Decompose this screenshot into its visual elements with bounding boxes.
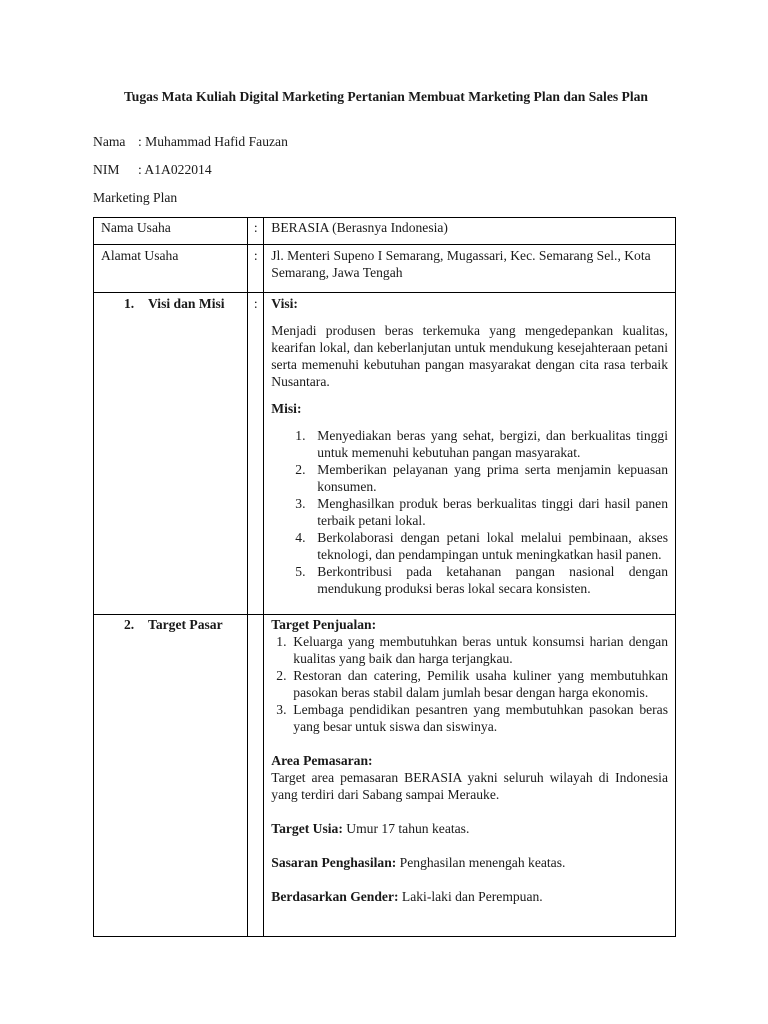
target-pasar-number: 2. <box>124 617 135 632</box>
list-item: 5. Berkontribusi pada ketahanan pangan nasional dengan mendukung produksi beras lokal secara konsisten. <box>295 564 668 596</box>
target-pasar-label-cell <box>94 615 248 937</box>
visi-text: Menjadi produsen beras terkemuka yang mengedepankan kualitas, kearifan lokal, dan keberlanjutan untuk mendukung kesejahteraan petani serta memenuhi kebutuhan pangan masyarakat dengan cita rasa terbaik Nusantara. <box>271 323 668 389</box>
target-usia-value: Umur 17 tahun keatas. <box>342 821 470 836</box>
target-pasar-content-cell <box>264 615 676 937</box>
list-item: 1. Keluarga yang membutuhkan beras untuk konsumsi harian dengan kualitas yang baik dan harga terjangkau. <box>276 634 668 666</box>
nim-value: : A1A022014 <box>138 162 212 177</box>
target-usia-label: Target Usia: <box>271 821 343 836</box>
area-text: Target area pemasaran BERASIA yakni seluruh wilayah di Indonesia yang terdiri dari Sabang sampai Merauke. <box>271 770 668 802</box>
marketing-plan-table <box>93 217 676 937</box>
visi-misi-content-cell <box>264 293 676 615</box>
gender-line <box>271 888 668 905</box>
table-row-nama-usaha <box>94 218 676 245</box>
nama-value: : Muhammad Hafid Fauzan <box>138 134 288 149</box>
list-item: 3. Menghasilkan produk beras berkualitas tinggi dari hasil panen terbaik petani lokal. <box>295 496 668 528</box>
nama-usaha-label-cell <box>94 218 248 245</box>
list-item: 3. Lembaga pendidikan pesantren yang membutuhkan pasokan beras yang besar untuk siswa dan siswinya. <box>276 702 668 734</box>
alamat-usaha-label: Alamat Usaha <box>101 248 179 263</box>
target-usia-line <box>271 820 668 837</box>
penjualan-list <box>271 633 668 735</box>
visi-misi-label-cell <box>94 293 248 615</box>
area-heading: Area Pemasaran: <box>271 753 373 768</box>
table-row-visi-misi <box>94 293 676 615</box>
visi-misi-label: Visi dan Misi <box>148 296 225 311</box>
section-label: Marketing Plan <box>93 190 178 205</box>
table-row-alamat-usaha <box>94 245 676 293</box>
list-item: 2. Restoran dan catering, Pemilik usaha kuliner yang membutuhkan pasokan beras stabil dalam jumlah besar dengan harga ekonomis. <box>276 668 668 700</box>
document-title: Tugas Mata Kuliah Digital Marketing Pertanian Membuat Marketing Plan dan Sales Plan <box>123 89 648 104</box>
list-item: 1. Menyediakan beras yang sehat, bergizi, dan berkualitas tinggi untuk memenuhi kebutuhan pangan masyarakat. <box>295 428 668 460</box>
nama-usaha-colon: : <box>248 218 264 245</box>
visi-misi-colon: : <box>248 293 264 615</box>
target-pasar-colon-cell <box>248 615 264 937</box>
table-row-target-pasar <box>94 615 676 937</box>
nim-line <box>93 161 212 178</box>
sasaran-penghasilan-value: Penghasilan menengah keatas. <box>396 855 566 870</box>
target-pasar-heading <box>94 615 247 633</box>
sasaran-penghasilan-line <box>271 854 668 871</box>
misi-heading: Misi: <box>271 401 302 416</box>
nama-label: Nama <box>93 134 126 149</box>
nama-line <box>93 133 288 150</box>
nama-usaha-value-cell <box>264 218 676 245</box>
visi-heading: Visi: <box>271 296 298 311</box>
sasaran-penghasilan-label: Sasaran Penghasilan: <box>271 855 397 870</box>
alamat-usaha-colon: : <box>248 245 264 293</box>
visi-misi-heading <box>94 293 247 312</box>
misi-list <box>271 427 668 597</box>
alamat-usaha-value: Jl. Menteri Supeno I Semarang, Mugassari, Kec. Semarang Sel., Kota Semarang, Jawa Tengah <box>271 248 651 280</box>
penjualan-heading: Target Penjualan: <box>271 617 377 632</box>
alamat-usaha-value-cell <box>264 245 676 293</box>
gender-value: Laki-laki dan Perempuan. <box>398 889 543 904</box>
list-item: 2. Memberikan pelayanan yang prima serta menjamin kepuasan konsumen. <box>295 462 668 494</box>
target-pasar-label: Target Pasar <box>148 617 223 632</box>
nama-usaha-label: Nama Usaha <box>101 220 171 235</box>
alamat-usaha-label-cell <box>94 245 248 293</box>
nama-usaha-value: BERASIA (Berasnya Indonesia) <box>271 220 448 235</box>
list-item: 4. Berkolaborasi dengan petani lokal melalui pembinaan, akses teknologi, dan pendampingan untuk meningkatkan hasil panen. <box>295 530 668 562</box>
gender-label: Berdasarkan Gender: <box>271 889 399 904</box>
nim-label: NIM <box>93 162 120 177</box>
visi-misi-number: 1. <box>124 296 135 311</box>
